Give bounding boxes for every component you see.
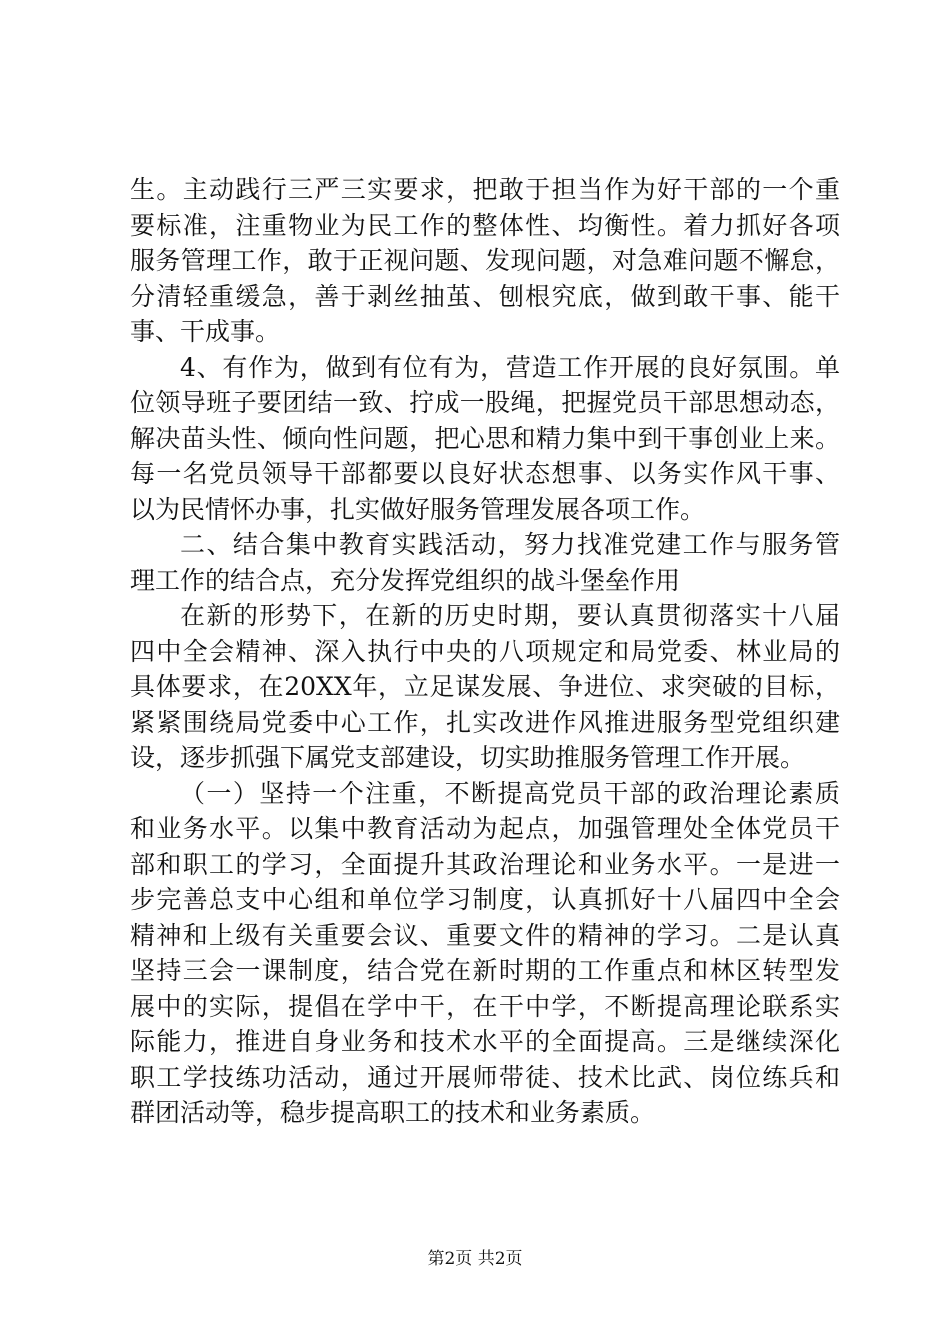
text-line: 每一名党员领导干部都要以良好状态想事、以务实作风干事、 <box>130 459 840 488</box>
text-line: 位领导班子要团结一致、拧成一股绳，把握党员干部思想动态， <box>130 388 840 417</box>
text-line: 服务管理工作，敢于正视问题、发现问题，对急难问题不懈怠， <box>130 246 840 275</box>
document-body <box>130 172 840 1131</box>
text-line: 事、干成事。 <box>130 317 281 346</box>
text-line: 部和职工的学习，全面提升其政治理论和业务水平。一是进一 <box>130 849 840 879</box>
page-footer: 第2页 共2页 <box>427 1249 523 1269</box>
text-line: 具体要求，在20XX年，立足谋发展、争进位、求突破的目标， <box>130 672 840 701</box>
text-line: 职工学技练功活动，通过开展师带徒、技术比武、岗位练兵和 <box>130 1062 840 1092</box>
text-line: 分清轻重缓急，善于剥丝抽茧、刨根究底，做到敢干事、能干 <box>130 281 840 311</box>
text-line: 4、有作为，做到有位有为，营造工作开展的良好氛围。单 <box>180 352 840 382</box>
text-line: 理工作的结合点，充分发挥党组织的战斗堡垒作用 <box>130 565 681 595</box>
text-line: 要标准，注重物业为民工作的整体性、均衡性。着力抓好各项 <box>130 210 840 240</box>
text-line: 二、结合集中教育实践活动，努力找准党建工作与服务管 <box>180 530 840 559</box>
text-line: 际能力，推进自身业务和技术水平的全面提高。三是继续深化 <box>130 1027 840 1056</box>
text-line: 四中全会精神、深入执行中央的八项规定和局党委、林业局的 <box>130 636 840 666</box>
text-line: 步完善总支中心组和单位学习制度，认真抓好十八届四中全会 <box>130 885 840 914</box>
text-line: （一）坚持一个注重，不断提高党员干部的政治理论素质 <box>180 778 840 808</box>
text-line: 以为民情怀办事，扎实做好服务管理发展各项工作。 <box>130 494 706 524</box>
text-line: 展中的实际，提倡在学中干，在干中学，不断提高理论联系实 <box>130 991 840 1021</box>
text-line: 坚持三会一课制度，结合党在新时期的工作重点和林区转型发 <box>130 956 840 985</box>
text-line: 在新的形势下，在新的历史时期，要认真贯彻落实十八届 <box>180 601 840 630</box>
text-line: 和业务水平。以集中教育活动为起点，加强管理处全体党员干 <box>130 814 840 843</box>
text-line: 精神和上级有关重要会议、重要文件的精神的学习。二是认真 <box>130 920 840 950</box>
text-line: 解决苗头性、倾向性问题，把心思和精力集中到干事创业上来。 <box>130 423 840 453</box>
text-line: 紧紧围绕局党委中心工作，扎实改进作风推进服务型党组织建 <box>130 707 840 737</box>
text-line: 群团活动等，稳步提高职工的技术和业务素质。 <box>130 1098 656 1127</box>
text-line: 设，逐步抓强下属党支部建设，切实助推服务管理工作开展。 <box>130 743 806 772</box>
text-line: 生。主动践行三严三实要求，把敢于担当作为好干部的一个重 <box>130 175 840 204</box>
